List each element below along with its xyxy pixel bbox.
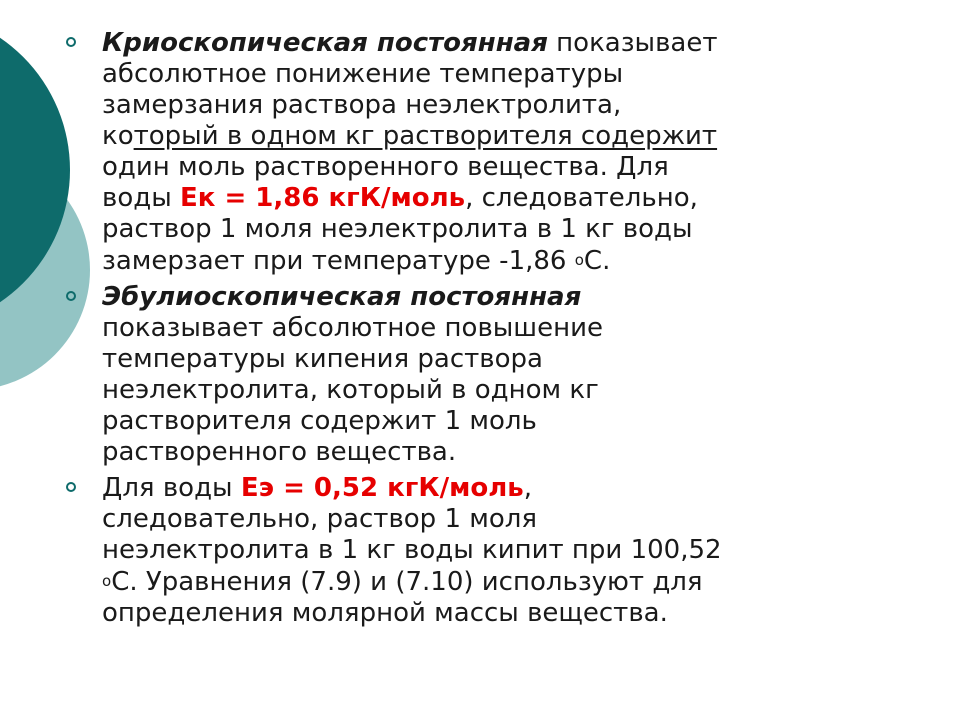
text-fragment: показывает: [547, 28, 718, 58]
bullet-circle-icon: [66, 37, 76, 47]
bullet-water-boiling: [66, 473, 946, 629]
text-line: растворителя содержит 1 моль: [102, 406, 537, 436]
text-line: показывает абсолютное повышение: [102, 313, 603, 343]
text-line: абсолютное понижение температуры: [102, 59, 624, 89]
text-line: растворенного вещества.: [102, 437, 457, 467]
text-line: замерзания раствора неэлектролита,: [102, 90, 622, 120]
text-line: неэлектролита в 1 кг воды кипит при 100,52: [102, 535, 722, 565]
text-fragment: С. Уравнения (7.9) и (7.10) используют для: [111, 567, 703, 597]
text-line: неэлектролита, который в одном кг: [102, 375, 599, 405]
text-underlined: торый в одном кг растворителя содержит: [133, 121, 718, 151]
text-line: один моль растворенного вещества. Для: [102, 152, 669, 182]
text-line: раствор 1 моля неэлектролита в 1 кг воды: [102, 214, 693, 244]
text-fragment: ,: [523, 473, 532, 503]
text-fragment: воды: [102, 183, 180, 213]
text-fragment: Для воды: [102, 473, 241, 503]
text-fragment: , следовательно,: [465, 183, 698, 213]
text-fragment: ко: [102, 121, 134, 151]
bullet-ebullioscopic: [66, 282, 946, 468]
slide-content: [66, 28, 946, 634]
term-ebullioscopic: Эбулиоскопическая постоянная: [102, 282, 582, 312]
bullet-cryoscopic: [66, 28, 946, 277]
bullet-circle-icon: [66, 482, 76, 492]
formula-ebullioscopic: Еэ = 0,52 кгК/моль: [240, 473, 524, 503]
degree-sign: о: [102, 572, 112, 590]
formula-cryoscopic: Ек = 1,86 кгК/моль: [180, 183, 466, 213]
text-fragment: замерзает при температуре -1,86: [102, 246, 575, 276]
text-line: следовательно, раствор 1 моля: [102, 504, 538, 534]
text-fragment: С.: [583, 246, 611, 276]
bullet-circle-icon: [66, 291, 76, 301]
term-cryoscopic: Криоскопическая постоянная: [102, 28, 548, 58]
text-line: определения молярной массы вещества.: [102, 598, 668, 628]
degree-sign: о: [574, 251, 584, 269]
text-line: температуры кипения раствора: [102, 344, 543, 374]
